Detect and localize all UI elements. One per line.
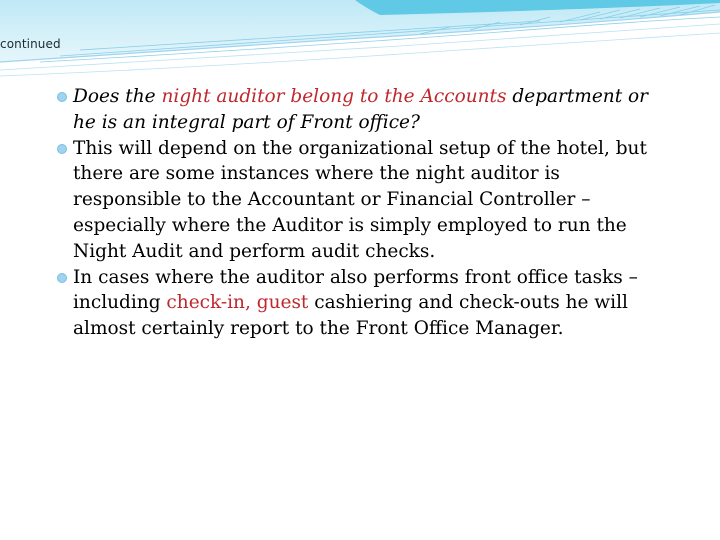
continued-label: continued — [0, 37, 61, 51]
bullet-item — [58, 84, 658, 136]
text-run: cashiering and check-outs he will almost certainly report to the Front Office Manager. — [73, 292, 628, 340]
text-run: department or he is an integral part of Front office? — [73, 86, 649, 133]
bullet-item — [58, 265, 658, 342]
highlight-text: check-in, guest — [166, 292, 309, 314]
header-wave-decoration — [0, 0, 720, 90]
bullet-icon — [57, 92, 67, 102]
bullet-text — [73, 86, 648, 133]
text-run: In cases where the auditor also performs front office tasks – including — [73, 266, 638, 314]
text-run: Does the — [73, 86, 162, 107]
bullet-list — [58, 84, 658, 342]
bullet-text — [73, 267, 638, 340]
highlight-text: night auditor belong to the Accounts — [161, 86, 507, 107]
bullet-icon — [57, 273, 67, 283]
bullet-icon — [57, 144, 67, 154]
bullet-text: This will depend on the organizational setup of the hotel, but there are some instances where the night auditor is responsible to the Accountant or Financial Controller – especially where the Auditor is simply employed to run the Night Audit and perform audit checks. — [73, 137, 647, 262]
bullet-item — [58, 136, 658, 265]
